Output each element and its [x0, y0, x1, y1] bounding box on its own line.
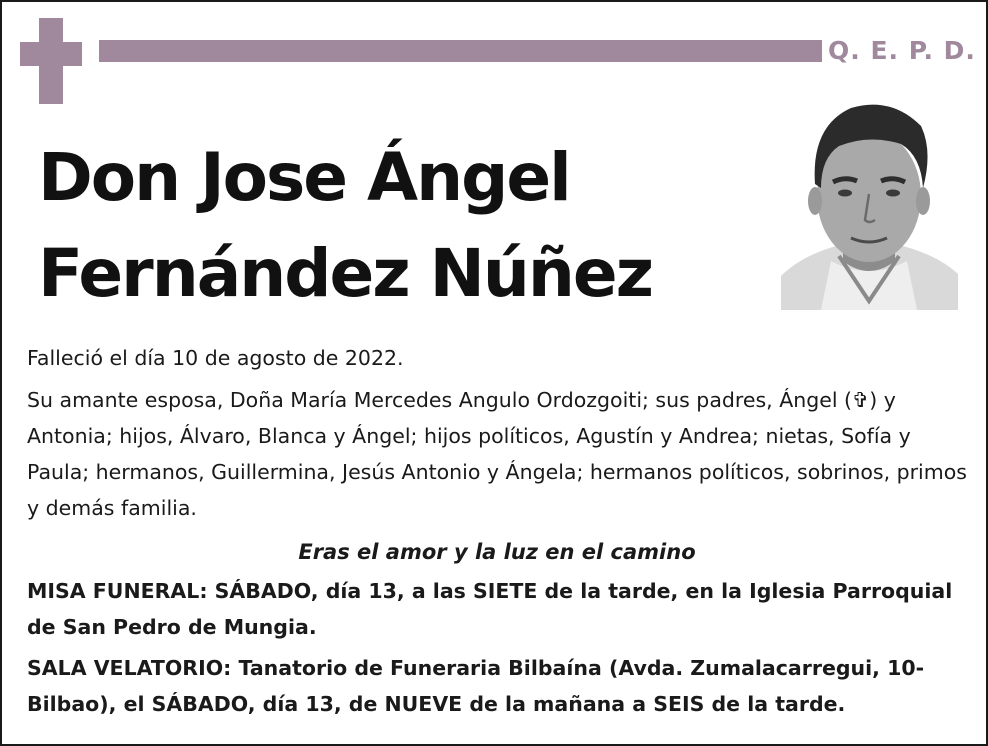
motto-text: Eras el amor y la luz en el camino	[298, 540, 696, 564]
qepd-label: Q. E. P. D.	[828, 36, 976, 65]
header-bar	[99, 40, 822, 62]
family-text-part-2: ) y Antonia; hijos, Álvaro, Blanca y Ángel; hijos políticos, Agustín y Andrea; nietas, Sofía y Paula; hermanos, Guillermina, Jesús Antonio y Ángela; hermanos políticos, sobrinos, primos y demás familia.	[27, 388, 967, 520]
family-text-part-1: Su amante esposa, Doña María Mercedes Angulo Ordozgoiti; sus padres, Ángel (	[27, 388, 853, 412]
wake-room-text: SALA VELATORIO: Tanatorio de Funeraria Bilbaína (Avda. Zumalacarregui, 10-Bilbao), el SÁBADO, día 13, de NUEVE de la mañana a SEIS de la tarde.	[27, 656, 925, 716]
small-cross-icon: ✞	[852, 388, 870, 412]
name-line-1: Don Jose Ángel	[38, 139, 570, 216]
name-line-2: Fernández Núñez	[38, 235, 653, 312]
deceased-name	[38, 130, 758, 322]
death-date-text: Falleció el día 10 de agosto de 2022.	[27, 346, 404, 370]
cross-icon	[20, 18, 82, 104]
funeral-mass-text: MISA FUNERAL: SÁBADO, día 13, a las SIETE de la tarde, en la Iglesia Parroquial de San Pedro de Mungia.	[27, 579, 953, 639]
family-text	[27, 382, 967, 526]
portrait-photo	[781, 96, 958, 310]
obituary-text	[27, 340, 967, 722]
